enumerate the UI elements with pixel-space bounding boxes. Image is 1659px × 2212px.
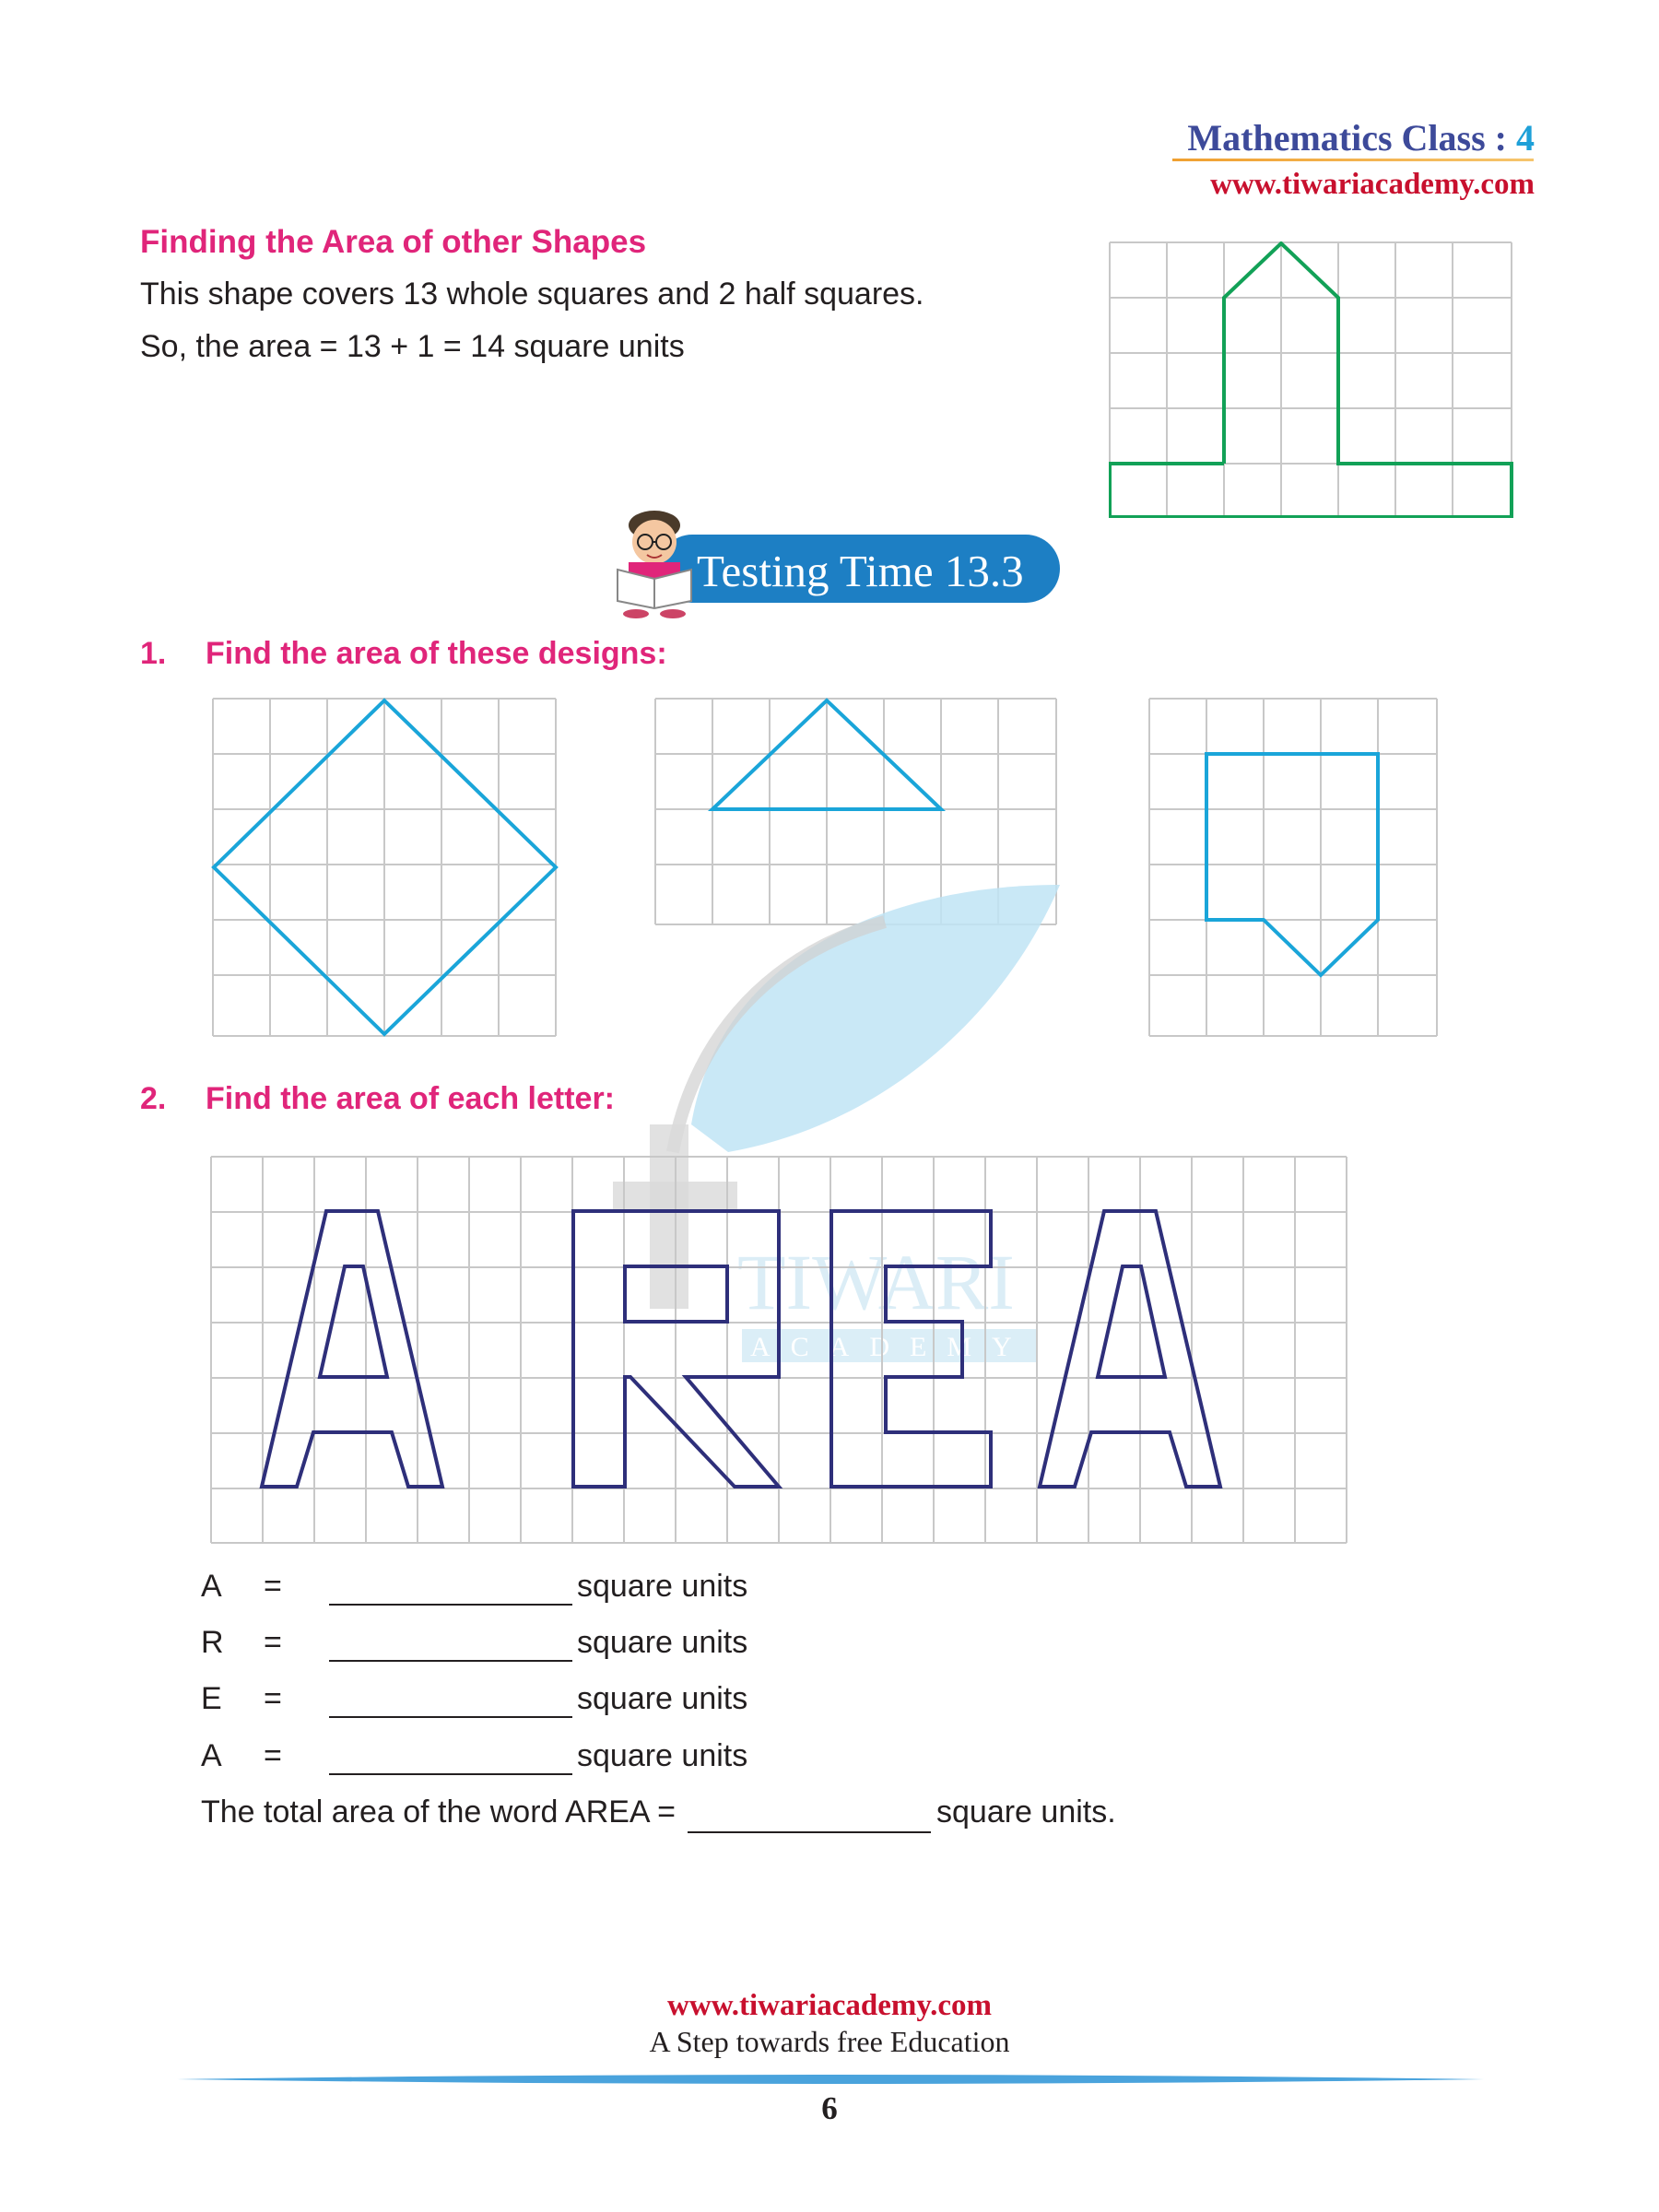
design-diamond-figure (211, 698, 561, 1037)
question-2-number: 2. (140, 1081, 167, 1116)
answer-unit-1: square units (577, 1569, 748, 1604)
answer-unit-3: square units (577, 1681, 748, 1716)
section-heading: Finding the Area of other Shapes (140, 224, 647, 260)
watermark-tiwari-text: TIWARI (737, 1238, 1015, 1326)
answer-blank-e[interactable] (329, 1716, 572, 1718)
question-1-number: 1. (140, 636, 167, 671)
watermark-academy-text: ACADEMY (750, 1332, 1032, 1362)
answer-blank-a-1[interactable] (329, 1604, 572, 1606)
area-letters-figure (209, 1156, 1358, 1547)
reading-boy-mascot-icon (608, 505, 700, 619)
answer-equals-1: = (264, 1569, 282, 1604)
intro-line-1: This shape covers 13 whole squares and 2 half squares. (140, 276, 924, 312)
answer-unit-2: square units (577, 1625, 748, 1660)
answer-letter-e: E (201, 1681, 222, 1716)
question-1-text: Find the area of these designs: (206, 636, 667, 671)
header-class-number: 4 (1516, 117, 1535, 159)
total-area-blank[interactable] (688, 1831, 931, 1833)
footer-tagline: A Step towards free Education (649, 2025, 1010, 2058)
example-green-outline (1110, 243, 1512, 517)
letter-e-outline (831, 1211, 991, 1487)
answer-equals-2: = (264, 1625, 282, 1660)
answer-letter-a-2: A (201, 1738, 222, 1773)
header-title (1187, 116, 1535, 159)
answer-equals-4: = (264, 1738, 282, 1773)
footer-rule (177, 2074, 1484, 2085)
page-number: 6 (821, 2090, 838, 2126)
answer-blank-a-2[interactable] (329, 1773, 572, 1775)
answer-equals-3: = (264, 1681, 282, 1716)
testing-time-title: Testing Time 13.3 (697, 546, 1024, 596)
answer-letter-r: R (201, 1625, 224, 1660)
example-grid (1110, 242, 1512, 517)
answer-letter-a-1: A (201, 1569, 222, 1604)
header-rule (1172, 159, 1534, 161)
letter-a-outline-2 (1040, 1211, 1220, 1487)
example-shape-figure (1109, 241, 1516, 518)
footer-url[interactable]: www.tiwariacademy.com (667, 1989, 992, 2022)
question-2-text: Find the area of each letter: (206, 1081, 615, 1116)
total-area-label: The total area of the word AREA = (201, 1794, 677, 1830)
letter-a-outline-1 (262, 1211, 442, 1487)
answer-unit-4: square units (577, 1738, 748, 1773)
answer-blank-r[interactable] (329, 1660, 572, 1662)
intro-line-2: So, the area = 13 + 1 = 14 square units (140, 329, 685, 364)
design-pentagon-figure (1147, 698, 1441, 1037)
total-area-unit: square units. (936, 1794, 1116, 1830)
header-title-text: Mathematics Class : (1187, 117, 1507, 159)
header-url[interactable]: www.tiwariacademy.com (1210, 168, 1535, 201)
